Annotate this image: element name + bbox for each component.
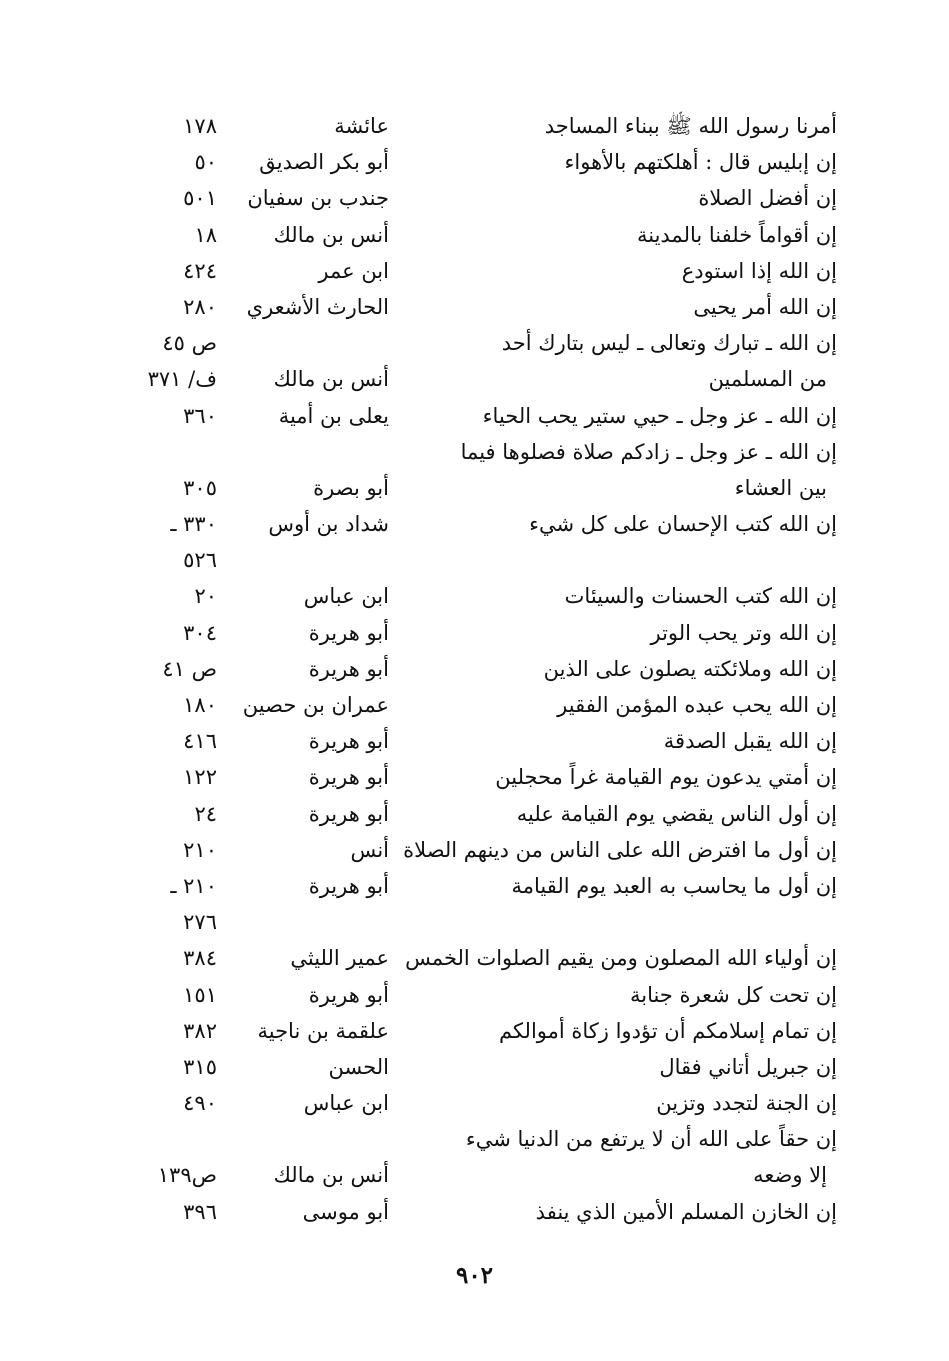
narrator-name: أبو هريرة (308, 801, 389, 826)
narrator-name: جندب بن سفيان (247, 186, 389, 211)
hadith-text: بين العشاء (734, 475, 827, 500)
index-row (0, 398, 949, 434)
hadith-text: إن تحت كل شعرة جنابة (629, 982, 837, 1007)
narrator-name: عمير الليثي (290, 946, 389, 971)
reference-number: ص١٣٩ (157, 1163, 217, 1188)
reference-number: ٢٨٠ (183, 294, 217, 319)
hadith-index-table (0, 108, 949, 1230)
index-row (0, 977, 949, 1013)
hadith-text: إن الله ـ تبارك وتعالى ـ ليس بتارك أحد (501, 331, 837, 356)
hadith-text: إن الله كتب الحسنات والسيئات (564, 584, 837, 609)
hadith-text: إن أول ما يحاسب به العبد يوم القيامة (511, 873, 837, 898)
reference-number: ٣٨٤ (183, 946, 217, 971)
index-row (0, 108, 949, 144)
narrator-name: ابن عباس (303, 1091, 389, 1116)
index-row (0, 325, 949, 361)
reference-number: ١٥١ (183, 982, 217, 1007)
narrator-name: أبو هريرة (308, 873, 389, 898)
narrator-name: يعلى بن أمية (278, 403, 389, 428)
hadith-text: إن الله أمر يحيى (693, 294, 837, 319)
hadith-text: إن الله وتر يحب الوتر (650, 620, 837, 645)
narrator-name: أنس بن مالك (273, 1163, 389, 1188)
narrator-name: أبو موسى (302, 1199, 389, 1224)
hadith-text: من المسلمين (708, 367, 827, 392)
hadith-text: إن جبريل أتاني فقال (659, 1054, 837, 1079)
index-row (0, 651, 949, 687)
hadith-text: إن الخازن المسلم الأمين الذي ينفذ (535, 1199, 837, 1224)
hadith-text: إلا وضعه (753, 1163, 827, 1188)
hadith-text: إن إبليس قال : أهلكتهم بالأهواء (564, 150, 837, 175)
index-row (0, 1085, 949, 1121)
hadith-text: إن أول الناس يقضي يوم القيامة عليه (516, 801, 837, 826)
hadith-text: أمرنا رسول الله ﷺ ببناء المساجد (544, 114, 837, 138)
index-row (0, 796, 949, 832)
hadith-text: إن أول ما افترض الله على الناس من دينهم الصلاة (403, 837, 837, 862)
hadith-text: إن أقواماً خلفنا بالمدينة (636, 222, 837, 247)
narrator-name: أنس بن مالك (273, 222, 389, 247)
hadith-text: إن الله ـ عز وجل ـ حيي ستير يحب الحياء (482, 403, 837, 428)
hadith-text: إن الجنة لتجدد وتزين (656, 1091, 837, 1116)
narrator-name: أبو هريرة (308, 729, 389, 754)
hadith-text: إن الله ـ عز وجل ـ زادكم صلاة فصلوها فيما (460, 439, 837, 464)
index-row (0, 1194, 949, 1230)
narrator-name: الحارث الأشعري (246, 294, 389, 319)
hadith-text: إن الله وملائكته يصلون على الذين (543, 656, 837, 681)
narrator-name: أبو بصرة (313, 475, 389, 500)
index-row (0, 361, 949, 397)
index-row (0, 289, 949, 325)
reference-number: ٥٢٦ (183, 548, 217, 573)
narrator-name: أبو هريرة (308, 656, 389, 681)
index-row (0, 578, 949, 614)
reference-number: ٣٣٠ ـ (170, 512, 217, 537)
hadith-text: إن أفضل الصلاة (698, 186, 837, 211)
index-row (0, 832, 949, 868)
narrator-name: أبو هريرة (308, 765, 389, 790)
index-row (0, 868, 949, 904)
index-row (0, 615, 949, 651)
hadith-text: إن الله يحب عبده المؤمن الفقير (557, 693, 837, 717)
reference-number: ٣٩٦ (183, 1199, 217, 1224)
narrator-name: أبو هريرة (308, 620, 389, 645)
reference-number: ٣٠٥ (183, 475, 217, 500)
index-row (0, 217, 949, 253)
narrator-name: ابن عباس (303, 584, 389, 609)
reference-number: ٢٤ (194, 801, 217, 826)
index-row (0, 904, 949, 940)
hadith-text: إن أمتي يدعون يوم القيامة غراً محجلين (495, 765, 837, 790)
hadith-text: إن الله إذا استودع (681, 258, 837, 283)
hadith-text: إن أولياء الله المصلون ومن يقيم الصلوات الخمس (405, 946, 837, 971)
hadith-text: إن الله كتب الإحسان على كل شيء (529, 512, 837, 537)
reference-number: ٣١٥ (183, 1054, 217, 1079)
reference-number: ٢١٠ (183, 837, 217, 862)
reference-number: ص ٤١ (162, 656, 217, 681)
index-row (0, 1121, 949, 1157)
reference-number: ٢١٠ ـ (170, 873, 217, 898)
narrator-name: علقمة بن ناجية (257, 1018, 389, 1043)
reference-number: ٥٠ (194, 150, 217, 175)
index-row (0, 723, 949, 759)
index-row (0, 144, 949, 180)
index-row (0, 1049, 949, 1085)
index-row (0, 542, 949, 578)
narrator-name: الحسن (328, 1054, 389, 1079)
index-row (0, 180, 949, 216)
reference-number: ف/ ٣٧١ (147, 367, 217, 392)
index-row (0, 470, 949, 506)
reference-number: ص ٤٥ (162, 331, 217, 356)
index-row (0, 434, 949, 470)
index-row (0, 759, 949, 795)
reference-number: ٢٧٦ (183, 910, 217, 935)
reference-number: ٣٠٤ (183, 620, 217, 645)
index-row (0, 940, 949, 976)
narrator-name: أنس (350, 837, 389, 862)
narrator-name: أبو بكر الصديق (259, 150, 389, 175)
hadith-text: إن الله يقبل الصدقة (663, 729, 837, 754)
narrator-name: عمران بن حصين (242, 693, 389, 717)
reference-number: ١٨ (194, 222, 217, 247)
reference-number: ٤٩٠ (183, 1091, 217, 1116)
reference-number: ١٢٢ (183, 765, 217, 790)
reference-number: ٤١٦ (183, 729, 217, 754)
index-row (0, 687, 949, 723)
reference-number: ١٨٠ (183, 693, 217, 717)
narrator-name: ابن عمر (318, 258, 389, 283)
hadith-text: إن تمام إسلامكم أن تؤدوا زكاة أموالكم (498, 1018, 837, 1043)
reference-number: ٤٢٤ (183, 258, 217, 283)
hadith-text: إن حقاً على الله أن لا يرتفع من الدنيا شيء (465, 1127, 837, 1152)
reference-number: ١٧٨ (183, 114, 217, 138)
reference-number: ٥٠١ (183, 186, 217, 211)
page-number: ٩٠٢ (455, 1262, 494, 1289)
reference-number: ٣٦٠ (183, 403, 217, 428)
narrator-name: أبو هريرة (308, 982, 389, 1007)
reference-number: ٣٨٢ (183, 1018, 217, 1043)
index-row (0, 1013, 949, 1049)
reference-number: ٢٠ (194, 584, 217, 609)
index-row (0, 506, 949, 542)
narrator-name: أنس بن مالك (273, 367, 389, 392)
index-row (0, 253, 949, 289)
narrator-name: شداد بن أوس (268, 512, 389, 537)
index-row (0, 1157, 949, 1193)
narrator-name: عائشة (334, 114, 389, 138)
